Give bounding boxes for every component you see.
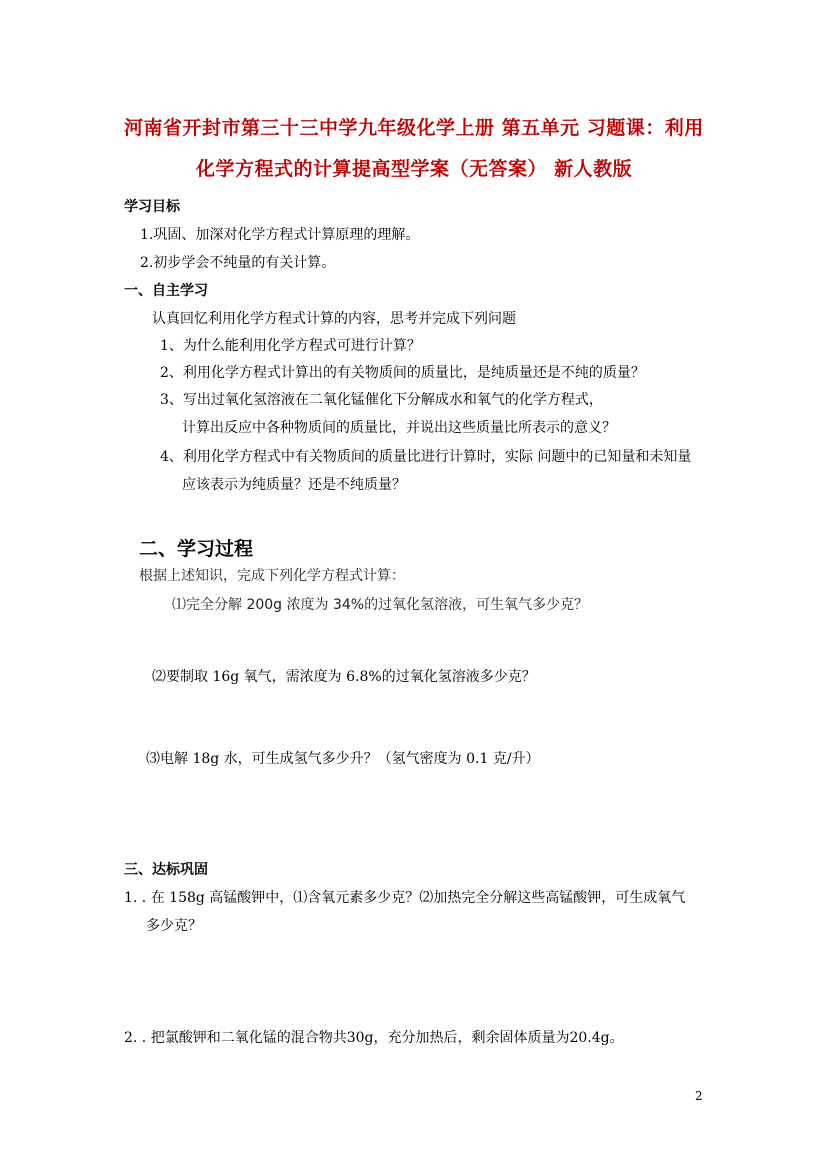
process-problem-1: ⑴完全分解 200g 浓度为 34%的过氧化氢溶液，可生氧气多少克？: [172, 597, 589, 613]
practice-question-2: 2. . 把氯酸钾和二氧化锰的混合物共30g，充分加热后，剩余固体质量为20.4g。: [124, 1030, 624, 1046]
section-3-heading: 三、达标巩固: [124, 862, 208, 878]
document-title-line-1: 河南省开封市第三十三中学九年级化学上册 第五单元 习题课：利用: [124, 117, 704, 139]
section-2-intro: 根据上述知识，完成下列化学方程式计算：: [139, 568, 405, 584]
goal-item-2: 2.初步学会不纯量的有关计算。: [140, 255, 336, 271]
self-study-question-2: 2、利用化学方程式计算出的有关物质间的质量比，是纯质量还是不纯的质量？: [160, 365, 645, 381]
page-number: 2: [695, 1089, 703, 1103]
self-study-question-3-line-1: 3、写出过氧化氢溶液在二氧化锰催化下分解成水和氧气的化学方程式，: [160, 392, 603, 408]
practice-question-1-line-2: 多少克？: [146, 918, 202, 934]
self-study-question-4-line-2: 应该表示为纯质量？还是不纯质量？: [182, 477, 406, 493]
section-2-heading: 二、学习过程: [139, 538, 254, 560]
process-problem-3: ⑶电解 18g 水，可生成氢气多少升？（氢气密度为 0.1 克/升）: [146, 751, 540, 767]
self-study-question-3-line-2: 计算出反应中各种物质间的质量比，并说出这些质量比所表示的意义？: [182, 420, 616, 436]
goals-heading: 学习目标: [124, 199, 180, 215]
section-1-heading: 一、自主学习: [124, 283, 208, 299]
document-title-line-2: 化学方程式的计算提高型学案（无答案） 新人教版: [196, 158, 633, 180]
self-study-question-4-line-1: 4、利用化学方程式中有关物质间的质量比进行计算时，实际 问题中的已知量和未知量: [160, 449, 692, 465]
goal-item-1: 1.巩固、加深对化学方程式计算原理的理解。: [140, 227, 420, 243]
process-problem-2: ⑵要制取 16g 氧气，需浓度为 6.8%的过氧化氢溶液多少克？: [152, 669, 536, 685]
section-1-intro: 认真回忆利用化学方程式计算的内容，思考并完成下列问题: [152, 311, 516, 327]
practice-question-1-line-1: 1. . 在 158g 高锰酸钾中，⑴含氧元素多少克？⑵加热完全分解这些高锰酸钾，可生成氧气: [124, 890, 686, 906]
self-study-question-1: 1、为什么能利用化学方程式可进行计算？: [160, 338, 421, 354]
